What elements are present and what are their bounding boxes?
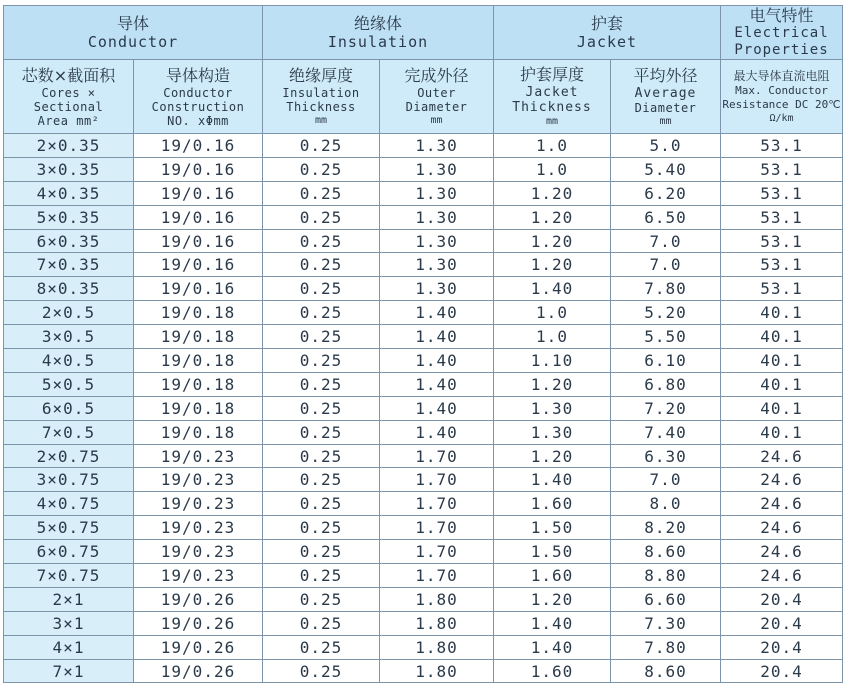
cell-insulation-thickness: 0.25	[263, 516, 380, 540]
cell-conductor-construction: 19/0.26	[134, 635, 263, 659]
group-electrical-en2: Properties	[734, 42, 829, 58]
col-jacket-thickness	[494, 60, 611, 134]
spec-table-body	[4, 134, 843, 683]
cell-cores-area: 7×0.75	[4, 564, 134, 588]
cell-cores-area: 6×0.75	[4, 540, 134, 564]
cell-average-diameter: 7.0	[611, 253, 721, 277]
cell-conductor-construction: 19/0.16	[134, 277, 263, 301]
table-row	[4, 277, 843, 301]
cell-average-diameter: 8.60	[611, 540, 721, 564]
col-cores-en3: Area mm²	[37, 113, 100, 128]
cell-average-diameter: 5.50	[611, 325, 721, 349]
table-row	[4, 253, 843, 277]
cell-average-diameter: 6.10	[611, 349, 721, 373]
cell-insulation-thickness: 0.25	[263, 444, 380, 468]
cell-outer-diameter: 1.30	[380, 205, 494, 229]
cell-cores-area: 2×0.35	[4, 134, 134, 158]
cell-jacket-thickness: 1.20	[494, 181, 611, 205]
col-cores-en2: Sectional	[33, 99, 104, 114]
col-average-diameter	[611, 60, 721, 134]
cell-insulation-thickness: 0.25	[263, 157, 380, 181]
cell-outer-diameter: 1.40	[380, 396, 494, 420]
cell-jacket-thickness: 1.20	[494, 444, 611, 468]
cell-max-resistance: 24.6	[721, 492, 843, 516]
cell-average-diameter: 5.20	[611, 301, 721, 325]
cell-jacket-thickness: 1.50	[494, 516, 611, 540]
cell-max-resistance: 53.1	[721, 181, 843, 205]
cell-conductor-construction: 19/0.18	[134, 420, 263, 444]
cell-max-resistance: 24.6	[721, 540, 843, 564]
col-outer-dia-unit: mm	[430, 115, 443, 126]
cell-insulation-thickness: 0.25	[263, 420, 380, 444]
col-jacket-thick-zh: 护套厚度	[519, 65, 584, 84]
cell-max-resistance: 20.4	[721, 611, 843, 635]
col-cores-zh: 芯数×截面积	[21, 65, 116, 85]
cell-jacket-thickness: 1.20	[494, 229, 611, 253]
group-conductor-zh: 导体	[116, 14, 149, 33]
col-construction-en2: Construction	[151, 99, 245, 114]
cell-insulation-thickness: 0.25	[263, 372, 380, 396]
cell-max-resistance: 53.1	[721, 229, 843, 253]
cell-jacket-thickness: 1.60	[494, 564, 611, 588]
cell-outer-diameter: 1.70	[380, 564, 494, 588]
cell-max-resistance: 40.1	[721, 301, 843, 325]
group-conductor	[4, 6, 263, 60]
cell-average-diameter: 7.30	[611, 611, 721, 635]
col-ins-thick-unit: mm	[314, 115, 328, 126]
cell-max-resistance: 20.4	[721, 635, 843, 659]
cell-average-diameter: 6.80	[611, 372, 721, 396]
cell-jacket-thickness: 1.40	[494, 468, 611, 492]
cell-average-diameter: 6.60	[611, 587, 721, 611]
cell-conductor-construction: 19/0.18	[134, 372, 263, 396]
cell-average-diameter: 7.80	[611, 277, 721, 301]
cell-outer-diameter: 1.40	[380, 349, 494, 373]
cell-average-diameter: 8.0	[611, 492, 721, 516]
cell-outer-diameter: 1.80	[380, 635, 494, 659]
cell-outer-diameter: 1.40	[380, 420, 494, 444]
col-avg-dia-unit: mm	[659, 115, 672, 127]
cell-outer-diameter: 1.30	[380, 181, 494, 205]
table-row	[4, 134, 843, 158]
table-row	[4, 420, 843, 444]
cell-jacket-thickness: 1.60	[494, 659, 611, 683]
cell-average-diameter: 7.20	[611, 396, 721, 420]
cell-outer-diameter: 1.30	[380, 157, 494, 181]
table-row	[4, 181, 843, 205]
cell-cores-area: 6×0.35	[4, 229, 134, 253]
cell-cores-area: 8×0.35	[4, 277, 134, 301]
cell-cores-area: 3×0.5	[4, 325, 134, 349]
table-row	[4, 157, 843, 181]
cell-insulation-thickness: 0.25	[263, 564, 380, 588]
group-insulation-zh: 绝缘体	[353, 14, 402, 33]
table-row	[4, 229, 843, 253]
cell-average-diameter: 6.50	[611, 205, 721, 229]
cell-conductor-construction: 19/0.18	[134, 349, 263, 373]
col-ins-thick-en2: Thickness	[286, 100, 356, 114]
column-header-row	[4, 60, 843, 134]
cell-max-resistance: 40.1	[721, 325, 843, 349]
table-row	[4, 444, 843, 468]
cell-average-diameter: 6.30	[611, 444, 721, 468]
table-row	[4, 587, 843, 611]
cell-conductor-construction: 19/0.23	[134, 492, 263, 516]
cell-outer-diameter: 1.30	[380, 277, 494, 301]
table-row	[4, 325, 843, 349]
cell-average-diameter: 8.80	[611, 564, 721, 588]
group-insulation-en: Insulation	[327, 33, 429, 51]
cell-insulation-thickness: 0.25	[263, 277, 380, 301]
cell-outer-diameter: 1.70	[380, 540, 494, 564]
cell-insulation-thickness: 0.25	[263, 325, 380, 349]
cell-conductor-construction: 19/0.23	[134, 564, 263, 588]
table-row	[4, 205, 843, 229]
group-insulation	[263, 6, 494, 60]
group-electrical	[721, 6, 843, 60]
cell-conductor-construction: 19/0.18	[134, 325, 263, 349]
cell-max-resistance: 40.1	[721, 396, 843, 420]
cell-jacket-thickness: 1.20	[494, 372, 611, 396]
cell-insulation-thickness: 0.25	[263, 659, 380, 683]
cell-max-resistance: 40.1	[721, 372, 843, 396]
cell-cores-area: 3×1	[4, 611, 134, 635]
col-cores-en1: Cores ×	[41, 85, 96, 100]
cell-insulation-thickness: 0.25	[263, 301, 380, 325]
cell-average-diameter: 7.0	[611, 468, 721, 492]
cell-insulation-thickness: 0.25	[263, 540, 380, 564]
cell-outer-diameter: 1.40	[380, 372, 494, 396]
cell-cores-area: 2×1	[4, 587, 134, 611]
col-jacket-thick-en1: Jacket	[525, 85, 579, 100]
table-row	[4, 659, 843, 683]
col-outer-diameter	[380, 60, 494, 134]
cell-jacket-thickness: 1.40	[494, 277, 611, 301]
cell-cores-area: 7×0.35	[4, 253, 134, 277]
cell-outer-diameter: 1.80	[380, 659, 494, 683]
cell-jacket-thickness: 1.10	[494, 349, 611, 373]
cell-insulation-thickness: 0.25	[263, 396, 380, 420]
cell-conductor-construction: 19/0.16	[134, 134, 263, 158]
cell-jacket-thickness: 1.0	[494, 325, 611, 349]
cell-conductor-construction: 19/0.23	[134, 516, 263, 540]
cell-cores-area: 3×0.35	[4, 157, 134, 181]
cell-conductor-construction: 19/0.16	[134, 157, 263, 181]
cell-average-diameter: 5.0	[611, 134, 721, 158]
col-jacket-thick-en2: Thickness	[512, 100, 592, 115]
table-row	[4, 301, 843, 325]
cell-outer-diameter: 1.70	[380, 468, 494, 492]
cell-average-diameter: 6.20	[611, 181, 721, 205]
cell-cores-area: 5×0.35	[4, 205, 134, 229]
cell-outer-diameter: 1.40	[380, 301, 494, 325]
cell-jacket-thickness: 1.0	[494, 301, 611, 325]
group-jacket	[494, 6, 721, 60]
table-row	[4, 396, 843, 420]
cell-cores-area: 7×0.5	[4, 420, 134, 444]
cell-cores-area: 4×1	[4, 635, 134, 659]
group-header-row	[4, 6, 843, 60]
col-cores	[4, 60, 134, 134]
cell-jacket-thickness: 1.20	[494, 587, 611, 611]
col-construction-zh: 导体构造	[165, 65, 230, 85]
cell-conductor-construction: 19/0.26	[134, 611, 263, 635]
table-row	[4, 611, 843, 635]
cell-jacket-thickness: 1.50	[494, 540, 611, 564]
cell-cores-area: 4×0.35	[4, 181, 134, 205]
col-ins-thick-en1: Insulation	[282, 86, 360, 100]
cell-outer-diameter: 1.30	[380, 134, 494, 158]
cell-jacket-thickness: 1.40	[494, 611, 611, 635]
cell-cores-area: 5×0.75	[4, 516, 134, 540]
cell-average-diameter: 5.40	[611, 157, 721, 181]
cell-outer-diameter: 1.40	[380, 325, 494, 349]
cell-insulation-thickness: 0.25	[263, 635, 380, 659]
cell-cores-area: 4×0.5	[4, 349, 134, 373]
table-row	[4, 516, 843, 540]
cell-max-resistance: 53.1	[721, 253, 843, 277]
cell-cores-area: 5×0.5	[4, 372, 134, 396]
cell-jacket-thickness: 1.0	[494, 134, 611, 158]
cell-insulation-thickness: 0.25	[263, 468, 380, 492]
table-row	[4, 468, 843, 492]
cell-jacket-thickness: 1.60	[494, 492, 611, 516]
cell-outer-diameter: 1.70	[380, 516, 494, 540]
cell-outer-diameter: 1.70	[380, 492, 494, 516]
cell-cores-area: 4×0.75	[4, 492, 134, 516]
cell-jacket-thickness: 1.30	[494, 420, 611, 444]
cell-conductor-construction: 19/0.16	[134, 229, 263, 253]
cell-insulation-thickness: 0.25	[263, 181, 380, 205]
cell-max-resistance: 53.1	[721, 157, 843, 181]
cell-conductor-construction: 19/0.23	[134, 444, 263, 468]
cell-average-diameter: 8.60	[611, 659, 721, 683]
table-row	[4, 492, 843, 516]
col-resistance-en2: Resistance DC 20℃	[722, 98, 841, 111]
col-outer-dia-en2: Diameter	[405, 100, 468, 114]
cell-jacket-thickness: 1.0	[494, 157, 611, 181]
cell-outer-diameter: 1.80	[380, 587, 494, 611]
cell-outer-diameter: 1.70	[380, 444, 494, 468]
group-electrical-en1: Electrical	[734, 25, 829, 41]
cell-max-resistance: 53.1	[721, 205, 843, 229]
group-conductor-en: Conductor	[87, 33, 179, 51]
cell-outer-diameter: 1.80	[380, 611, 494, 635]
col-avg-dia-en1: Average	[634, 85, 697, 101]
cell-conductor-construction: 19/0.16	[134, 253, 263, 277]
cell-average-diameter: 7.0	[611, 229, 721, 253]
col-avg-dia-en2: Diameter	[634, 100, 697, 115]
col-insulation-thickness	[263, 60, 380, 134]
cell-max-resistance: 24.6	[721, 444, 843, 468]
table-row	[4, 635, 843, 659]
col-resistance	[721, 60, 843, 134]
cell-conductor-construction: 19/0.26	[134, 659, 263, 683]
table-row	[4, 564, 843, 588]
table-row	[4, 349, 843, 373]
cell-cores-area: 2×0.5	[4, 301, 134, 325]
col-ins-thick-zh: 绝缘厚度	[288, 66, 353, 85]
col-jacket-thick-unit: mm	[545, 116, 559, 127]
cell-insulation-thickness: 0.25	[263, 349, 380, 373]
cell-cores-area: 3×0.75	[4, 468, 134, 492]
cell-jacket-thickness: 1.20	[494, 253, 611, 277]
cell-max-resistance: 40.1	[721, 349, 843, 373]
cell-max-resistance: 53.1	[721, 134, 843, 158]
col-construction-en1: Conductor	[163, 85, 233, 100]
cell-average-diameter: 8.20	[611, 516, 721, 540]
cell-average-diameter: 7.80	[611, 635, 721, 659]
cable-spec-table	[3, 5, 843, 683]
col-resistance-unit: Ω/km	[769, 113, 794, 124]
cell-max-resistance: 20.4	[721, 587, 843, 611]
cell-max-resistance: 53.1	[721, 277, 843, 301]
col-outer-dia-zh: 完成外径	[404, 66, 469, 85]
cell-conductor-construction: 19/0.16	[134, 181, 263, 205]
cell-insulation-thickness: 0.25	[263, 492, 380, 516]
cell-max-resistance: 24.6	[721, 516, 843, 540]
cell-cores-area: 6×0.5	[4, 396, 134, 420]
table-row	[4, 372, 843, 396]
cell-conductor-construction: 19/0.18	[134, 396, 263, 420]
cell-max-resistance: 20.4	[721, 659, 843, 683]
group-jacket-en: Jacket	[576, 33, 638, 51]
cell-conductor-construction: 19/0.16	[134, 205, 263, 229]
cell-max-resistance: 40.1	[721, 420, 843, 444]
cell-insulation-thickness: 0.25	[263, 587, 380, 611]
cell-conductor-construction: 19/0.23	[134, 540, 263, 564]
cell-jacket-thickness: 1.20	[494, 205, 611, 229]
cell-insulation-thickness: 0.25	[263, 134, 380, 158]
cell-jacket-thickness: 1.40	[494, 635, 611, 659]
cell-outer-diameter: 1.30	[380, 229, 494, 253]
cell-cores-area: 7×1	[4, 659, 134, 683]
cell-max-resistance: 24.6	[721, 564, 843, 588]
cell-insulation-thickness: 0.25	[263, 253, 380, 277]
col-avg-dia-zh: 平均外径	[633, 65, 698, 85]
cell-conductor-construction: 19/0.18	[134, 301, 263, 325]
group-electrical-zh: 电气特性	[749, 6, 814, 25]
cell-insulation-thickness: 0.25	[263, 611, 380, 635]
col-resistance-en1: Max. Conductor	[735, 84, 828, 97]
col-construction	[134, 60, 263, 134]
col-outer-dia-en1: Outer	[417, 86, 456, 100]
cell-max-resistance: 24.6	[721, 468, 843, 492]
cell-conductor-construction: 19/0.26	[134, 587, 263, 611]
table-row	[4, 540, 843, 564]
col-construction-en3: NO. xΦmm	[167, 113, 229, 128]
cell-jacket-thickness: 1.30	[494, 396, 611, 420]
cell-insulation-thickness: 0.25	[263, 205, 380, 229]
cell-cores-area: 2×0.75	[4, 444, 134, 468]
cell-conductor-construction: 19/0.23	[134, 468, 263, 492]
cell-average-diameter: 7.40	[611, 420, 721, 444]
cell-insulation-thickness: 0.25	[263, 229, 380, 253]
col-resistance-zh: 最大导体直流电阻	[733, 69, 830, 83]
cell-outer-diameter: 1.30	[380, 253, 494, 277]
group-jacket-zh: 护套	[590, 14, 623, 33]
